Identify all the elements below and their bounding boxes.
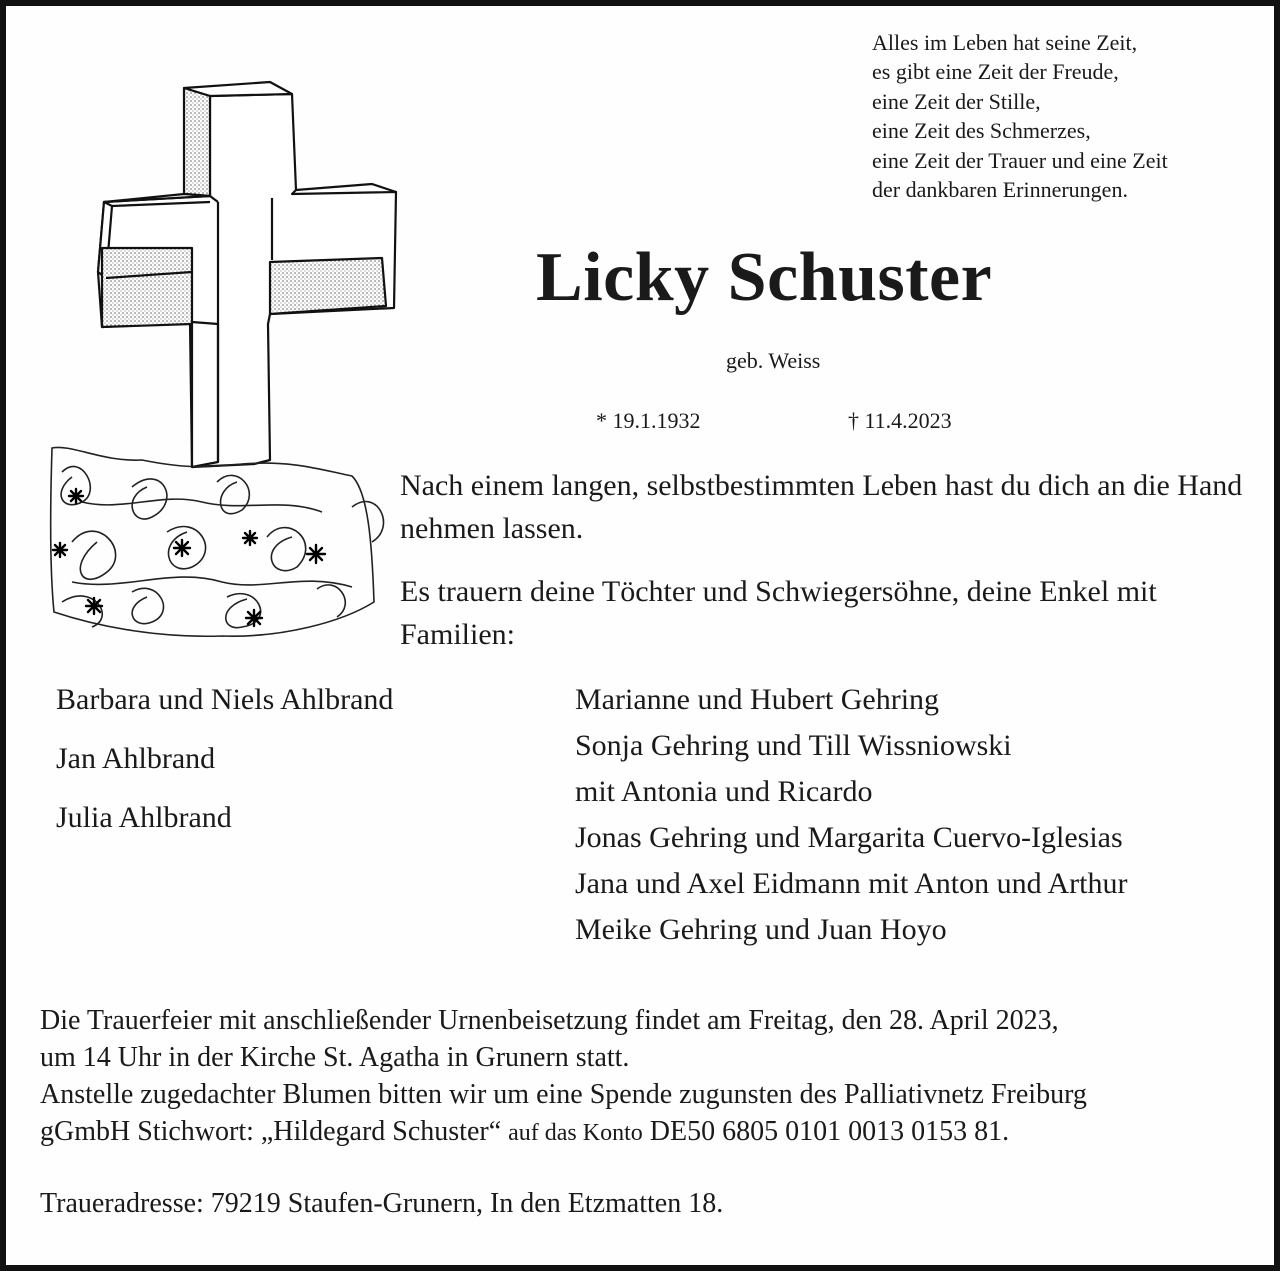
message-paragraph: Nach einem langen, selbstbestimmten Leben hast du dich an die Hand nehmen lassen. — [400, 469, 1243, 545]
maiden-name: geb. Weiss — [726, 348, 821, 373]
poem-line: Alles im Leben hat seine Zeit, — [872, 30, 1138, 55]
mourner-entry: Sonja Gehring und Till Wissniowski — [575, 729, 1012, 762]
cross-icon — [42, 72, 402, 652]
poem-line: eine Zeit der Trauer und eine Zeit — [872, 147, 1168, 173]
poem — [872, 28, 1272, 204]
mourner-entry: Barbara und Niels Ahlbrand — [56, 683, 394, 716]
flower-icon — [53, 489, 325, 626]
birth-date: * 19.1.1932 — [596, 408, 701, 433]
mourner-entry: Julia Ahlbrand — [56, 801, 232, 834]
donation-account-label: auf das Konto — [508, 1120, 643, 1146]
mourner-entry: Marianne und Hubert Gehring — [575, 683, 940, 716]
funeral-line: um 14 Uhr in der Kirche St. Agatha in Grunern statt. — [40, 1042, 630, 1073]
death-date: † 11.4.2023 — [848, 408, 952, 433]
funeral-line: Anstelle zugedachter Blumen bitten wir um eine Spende zugunsten des Palliativnetz Freiburg — [40, 1079, 1087, 1110]
mourners-intro: Es trauern deine Töchter und Schwiegersöhne, deine Enkel mit Familien: — [400, 575, 1157, 651]
donation-line — [40, 1113, 1260, 1152]
mourners-right-column — [575, 678, 1127, 954]
mourner-entry: mit Antonia und Ricardo — [575, 775, 873, 808]
mourning-address: Traueradresse: 79219 Staufen-Grunern, In den Etzmatten 18. — [40, 1188, 724, 1219]
deceased-name: Licky Schuster — [536, 239, 993, 316]
mourners-left-column — [56, 678, 393, 855]
mourner-entry: Jana und Axel Eidmann mit Anton und Arthur — [575, 867, 1128, 900]
poem-line: eine Zeit des Schmerzes, — [872, 118, 1091, 144]
mourner-entry: Jonas Gehring und Margarita Cuervo-Iglesias — [575, 821, 1123, 854]
mourner-entry: Jan Ahlbrand — [56, 742, 216, 775]
funeral-line: Die Trauerfeier mit anschließender Urnenbeisetzung findet am Freitag, den 28. April 2023, — [40, 1005, 1059, 1036]
funeral-details — [40, 1002, 1260, 1152]
poem-line: es gibt eine Zeit der Freude, — [872, 59, 1119, 85]
poem-line: der dankbaren Erinnerungen. — [872, 177, 1128, 203]
poem-line: eine Zeit der Stille, — [872, 88, 1041, 114]
mourner-entry: Meike Gehring und Juan Hoyo — [575, 913, 947, 946]
donation-iban: DE50 6805 0101 0013 0153 81. — [649, 1116, 1010, 1147]
donation-keyword: gGmbH Stichwort: „Hildegard Schuster“ — [40, 1116, 502, 1147]
